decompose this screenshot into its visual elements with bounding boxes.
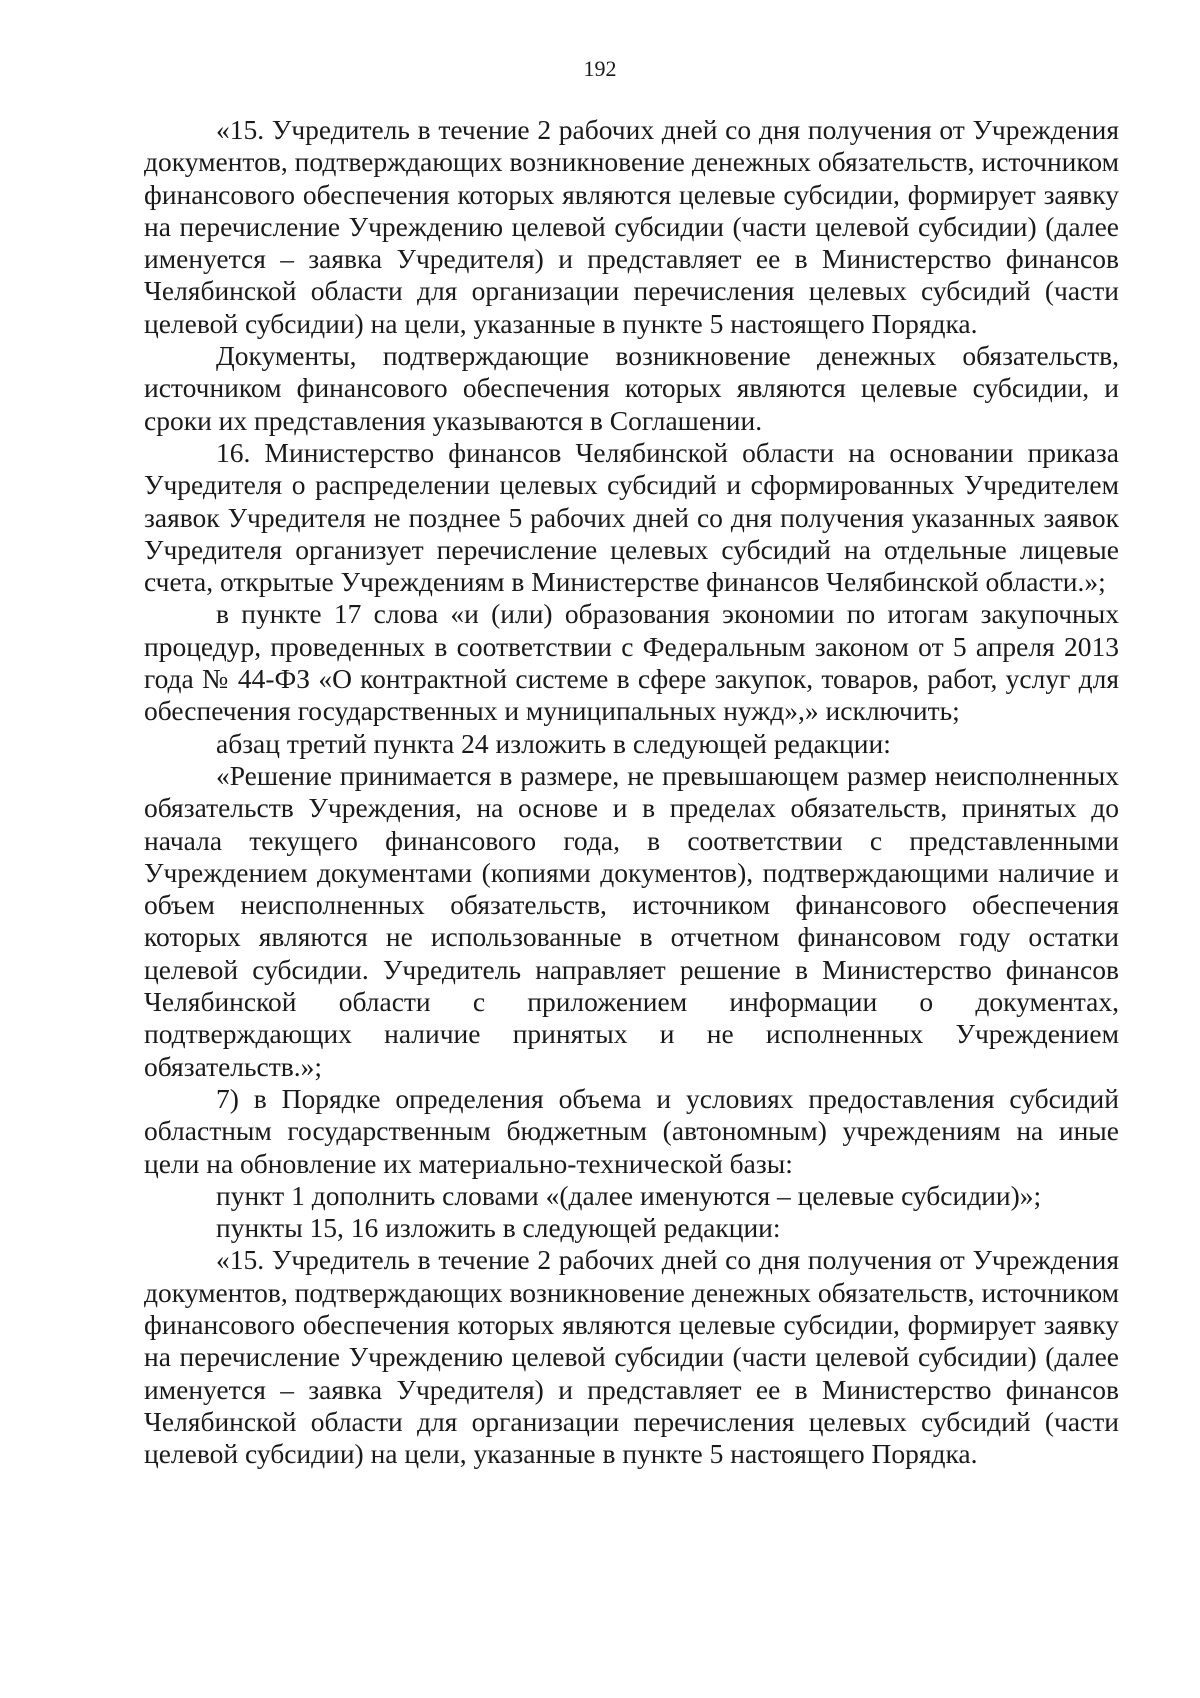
paragraph-7: 7) в Порядке определения объема и условиях предоставления субсидий областным государственным бюджетным (автономным) учреждениям на иные цели на обновление их материально-технической базы: [144,1082,1119,1179]
paragraph-4: в пункте 17 слова «и (или) образования экономии по итогам закупочных процедур, проведенных в соответствии с Федеральным законом от 5 апреля 2013 года № 44-ФЗ «О контрактной системе в сфере закупок, товаров, работ, услуг для обеспечения государственных и муниципальных нужд»,» исключить; [144,598,1119,727]
paragraph-8: пункт 1 дополнить словами «(далее именуются – целевые субсидии)»; [216,1179,1042,1211]
paragraph-5: абзац третий пункта 24 изложить в следующей редакции: [216,727,891,759]
paragraph-2: Документы, подтверждающие возникновение денежных обязательств, источником финансового обеспечения которых являются целевые субсидии, и сроки их представления указываются в Соглашении. [144,340,1119,436]
document-body [144,114,1119,1470]
paragraph-6: «Решение принимается в размере, не превышающем размер неисполненных обязательств Учреждения, на основе и в пределах обязательств, принятых до начала текущего финансового года, в соответствии с представленными Учреждением документами (копиями документов), подтверждающими наличие и объем неисполненных обязательств, источником финансового обеспечения которых являются не использованные в отчетном финансовом году остатки целевой субсидии. Учредитель направляет решение в Министерство финансов Челябинской области с приложением информации о документах, подтверждающих наличие принятых и не исполненных Учреждением обязательств.»; [144,759,1119,1082]
paragraph-10: «15. Учредитель в течение 2 рабочих дней со дня получения от Учреждения документов, подтверждающих возникновение денежных обязательств, источником финансового обеспечения которых являются целевые субсидии, формирует заявку на перечисление Учреждению целевой субсидии (части целевой субсидии) (далее именуется – заявка Учредителя) и представляет ее в Министерство финансов Челябинской области для организации перечисления целевых субсидий (части целевой субсидии) на цели, указанные в пункте 5 настоящего Порядка. [144,1244,1119,1470]
page-number: 192 [583,56,617,81]
paragraph-1: «15. Учредитель в течение 2 рабочих дней со дня получения от Учреждения документов, подтверждающих возникновение денежных обязательств, источником финансового обеспечения которых являются целевые субсидии, формирует заявку на перечисление Учреждению целевой субсидии (части целевой субсидии) (далее именуется – заявка Учредителя) и представляет ее в Министерство финансов Челябинской области для организации перечисления целевых субсидий (части целевой субсидии) на цели, указанные в пункте 5 настоящего Порядка. [144,114,1119,339]
paragraph-9: пункты 15, 16 изложить в следующей редакции: [216,1212,781,1244]
paragraph-3: 16. Министерство финансов Челябинской области на основании приказа Учредителя о распределении целевых субсидий и сформированных Учредителем заявок Учредителя не позднее 5 рабочих дней со дня получения указанных заявок Учредителя организует перечисление целевых субсидий на отдельные лицевые счета, открытые Учреждениям в Министерстве финансов Челябинской области.»; [144,436,1119,598]
